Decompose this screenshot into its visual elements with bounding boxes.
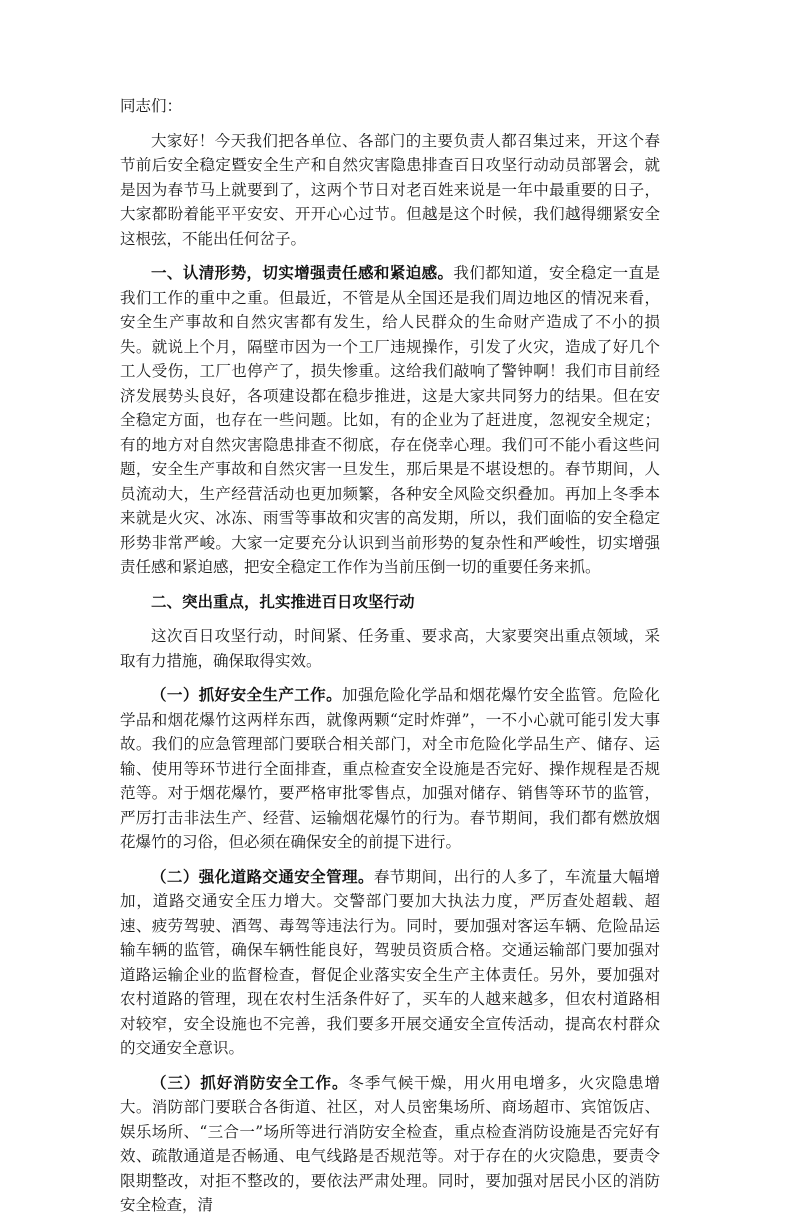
section-1-paragraph (120, 261, 660, 580)
subsection-2-paragraph (120, 865, 660, 1061)
subsection-3-heading: （三）抓好消防安全工作。 (151, 1072, 349, 1092)
document-body (120, 94, 660, 1228)
subsection-1-heading: （一）抓好安全生产工作。 (151, 685, 343, 704)
subsection-2-body: 春节期间，出行的人多了，车流量大幅增加，道路交通安全压力增大。交警部门要加大执法力度，严厉查处超载、超速、疲劳驾驶、酒驾、毒驾等违法行为。同时，要加强对客运车辆、危险品运输车辆的监管，确保车辆性能良好，驾驶员资质合格。交通运输部门要加强对道路运输企业的监督检查，督促企业落实安全生产主体责任。另外，要加强对农村道路的管理，现在农村生活条件好了，买车的人越来越多，但农村道路相对较窄，安全设施也不完善，我们要多开展交通安全宣传活动，提高农村群众的交通安全意识。 (120, 867, 660, 1057)
section-2-intro: 这次百日攻坚行动，时间紧、任务重、要求高，大家要突出重点领域，采取有力措施，确保取得实效。 (120, 627, 660, 670)
subsection-1-paragraph (120, 683, 660, 855)
subsection-1-body: 加强危险化学品和烟花爆竹安全监管。危险化学品和烟花爆竹这两样东西，就像两颗“定时炸弹”，一不小心就可能引发大事故。我们的应急管理部门要联合相关部门，对全市危险化学品生产、储存、运输、使用等环节进行全面排查，重点检查安全设施是否完好、操作规程是否规范等。对于烟花爆竹，要严格审批零售点，加强对储存、销售等环节的监管，严厉打击非法生产、经营、运输烟花爆竹的行为。春节期间，我们都有燃放烟花爆竹的习俗，但必须在确保安全的前提下进行。 (120, 686, 660, 851)
section-1-body: 我们都知道，安全稳定一直是我们工作的重中之重。但最近，不管是从全国还是我们周边地区的情况来看，安全生产事故和自然灾害都有发生，给人民群众的生命财产造成了不小的损失。就说上个月，隔壁市因为一个工厂违规操作，引发了火灾，造成了好几个工人受伤，工厂也停产了，损失惨重。这给我们敲响了警钟啊！我们市目前经济发展势头良好，各项建设都在稳步推进，这是大家共同努力的结果。但在安全稳定方面，也存在一些问题。比如，有的企业为了赶进度，忽视安全规定；有的地方对自然灾害隐患排查不彻底，存在侥幸心理。我们可不能小看这些问题，安全生产事故和自然灾害一旦发生，那后果是不堪设想的。春节期间，人员流动大，生产经营活动也更加频繁，各种安全风险交织叠加。再加上冬季本来就是火灾、冰冻、雨雪等事故和灾害的高发期，所以，我们面临的安全稳定形势非常严峻。大家一定要充分认识到当前形势的复杂性和严峻性，切实增强责任感和紧迫感，把安全稳定工作作为当前压倒一切的重要任务来抓。 (120, 264, 660, 576)
subsection-2-heading: （二）强化道路交通安全管理。 (151, 866, 374, 886)
section-2-heading: 二、突出重点，扎实推进百日攻坚行动 (151, 591, 415, 611)
intro-paragraph: 大家好！今天我们把各单位、各部门的主要负责人都召集过来，开这个春节前后安全稳定暨安全生产和自然灾害隐患排查百日攻坚行动动员部署会，就是因为春节马上就要到了，这两个节日对老百姓来说是一年中最重要的日子，大家都盼着能平平安安、开开心心过节。但越是这个时候，我们越得绷紧安全这根弦，不能出任何岔子。 (120, 131, 660, 248)
greeting: 同志们： (120, 97, 183, 115)
subsection-3-paragraph (120, 1071, 660, 1218)
subsection-3-body: 冬季气候干燥，用火用电增多，火灾隐患增大。消防部门要联合各街道、社区，对人员密集场所、商场超市、宾馆饭店、娱乐场所、“三合一”场所等进行消防安全检查，重点检查消防设施是否完好有效、疏散通道是否畅通、电气线路是否规范等。对于存在的火灾隐患，要责令限期整改，对拒不整改的，要依法严肃处理。同时，要加强对居民小区的消防安全检查，清 (120, 1073, 660, 1214)
section-1-heading: 一、认清形势，切实增强责任感和紧迫感。 (151, 263, 454, 282)
